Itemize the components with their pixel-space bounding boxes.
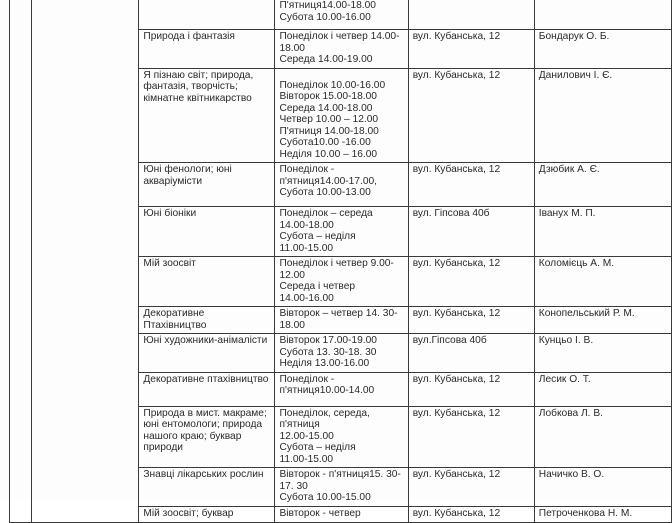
teacher-cell: Начичко В. О. [534, 468, 671, 507]
address-cell [408, 0, 534, 30]
teacher-cell [534, 0, 671, 30]
teacher-cell: Коломієць А. М. [534, 257, 671, 307]
address-cell: вул. Кубанська, 12 [408, 30, 534, 69]
club-name-cell: Декоративне птахівництво [139, 372, 275, 406]
address-cell: вул. Гіпсова 40б [408, 207, 534, 257]
schedule-cell: Вівторок - п'ятниця15. 30- 17. 30 Субота 10.00-15.00 [275, 468, 408, 507]
club-name-cell: Природа і фантазія [139, 30, 275, 69]
address-cell: вул.Гіпсова 40б [408, 334, 534, 373]
address-cell: вул. Кубанська, 12 [408, 68, 534, 163]
schedule-cell: Вівторок - четвер [275, 506, 408, 522]
table-row [10, 0, 672, 30]
schedule-cell: Понеділок 10.00-16.00 Вівторок 15.00-18.00 Середа 14.00-18.00 Четвер 10.00 – 12.00 П'ятниця 14.00-18.00 Субота10.00 -16.00 Неділя 10.00 – 16.00 [275, 68, 408, 163]
club-name-cell: Природа в мист. макраме; юні ентомологи; природа нашого краю; буквар природи [139, 406, 275, 468]
address-cell: вул. Кубанська, 12 [408, 307, 534, 334]
club-name-cell: Юні фенологи; юні акваріумісти [139, 163, 275, 207]
schedule-cell: Понеділок і четвер 9.00- 12.00 Середа і четвер 14.00-16.00 [275, 257, 408, 307]
club-name-cell: Юні художники-анімалісти [139, 334, 275, 373]
teacher-cell: Бондарук О. Б. [534, 30, 671, 69]
schedule-cell: Понеділок, середа, п'ятниця 12.00-15.00 Субота – неділя 11.00-15.00 [275, 406, 408, 468]
schedule-cell: Понеділок – середа 14.00-18.00 Субота – неділя 11.00-15.00 [275, 207, 408, 257]
club-name-cell: Мій зоосвіт; буквар [139, 506, 275, 522]
number-cell [10, 0, 32, 522]
teacher-cell: Кунцьо І. В. [534, 334, 671, 373]
address-cell: вул. Кубанська, 12 [408, 163, 534, 207]
schedule-cell: П'ятниця14.00-18.00 Субота 10.00-16.00 [275, 0, 408, 30]
club-name-cell: Знавці лікарських рослин [139, 468, 275, 507]
schedule-table [9, 0, 672, 523]
section-cell [31, 0, 139, 522]
teacher-cell: Іванух М. П. [534, 207, 671, 257]
teacher-cell: Дзюбик А. Є. [534, 163, 671, 207]
address-cell: вул. Кубанська, 12 [408, 468, 534, 507]
address-cell: вул. Кубанська, 12 [408, 372, 534, 406]
schedule-cell: Понеділок і четвер 14.00- 18.00 Середа 14.00-19.00 [275, 30, 408, 69]
club-name-cell: Я пізнаю світ; природа, фантазія, творчість; кімнатне квітникарство [139, 68, 275, 163]
teacher-cell: Конопельський Р. М. [534, 307, 671, 334]
address-cell: вул. Кубанська, 12 [408, 257, 534, 307]
club-name-cell [139, 0, 275, 30]
address-cell: вул. Кубанська, 12 [408, 506, 534, 522]
schedule-cell: Вівторок 17.00-19.00 Субота 13. 30-18. 30 Неділя 13.00-16.00 [275, 334, 408, 373]
schedule-cell: Понеділок - п'ятниця14.00-17.00, Субота 10.00-13.00 [275, 163, 408, 207]
teacher-cell: Лесик О. Т. [534, 372, 671, 406]
address-cell: вул. Кубанська, 12 [408, 406, 534, 468]
club-name-cell: Декоративне Птахівництво [139, 307, 275, 334]
club-name-cell: Мій зоосвіт [139, 257, 275, 307]
club-name-cell: Юні біоніки [139, 207, 275, 257]
teacher-cell: Лобкова Л. В. [534, 406, 671, 468]
schedule-cell: Вівторок – четвер 14. 30- 18.00 [275, 307, 408, 334]
teacher-cell: Данилович І. Є. [534, 68, 671, 163]
teacher-cell: Петроченкова Н. М. [534, 506, 671, 522]
schedule-cell: Понеділок - п'ятниця10.00-14.00 [275, 372, 408, 406]
